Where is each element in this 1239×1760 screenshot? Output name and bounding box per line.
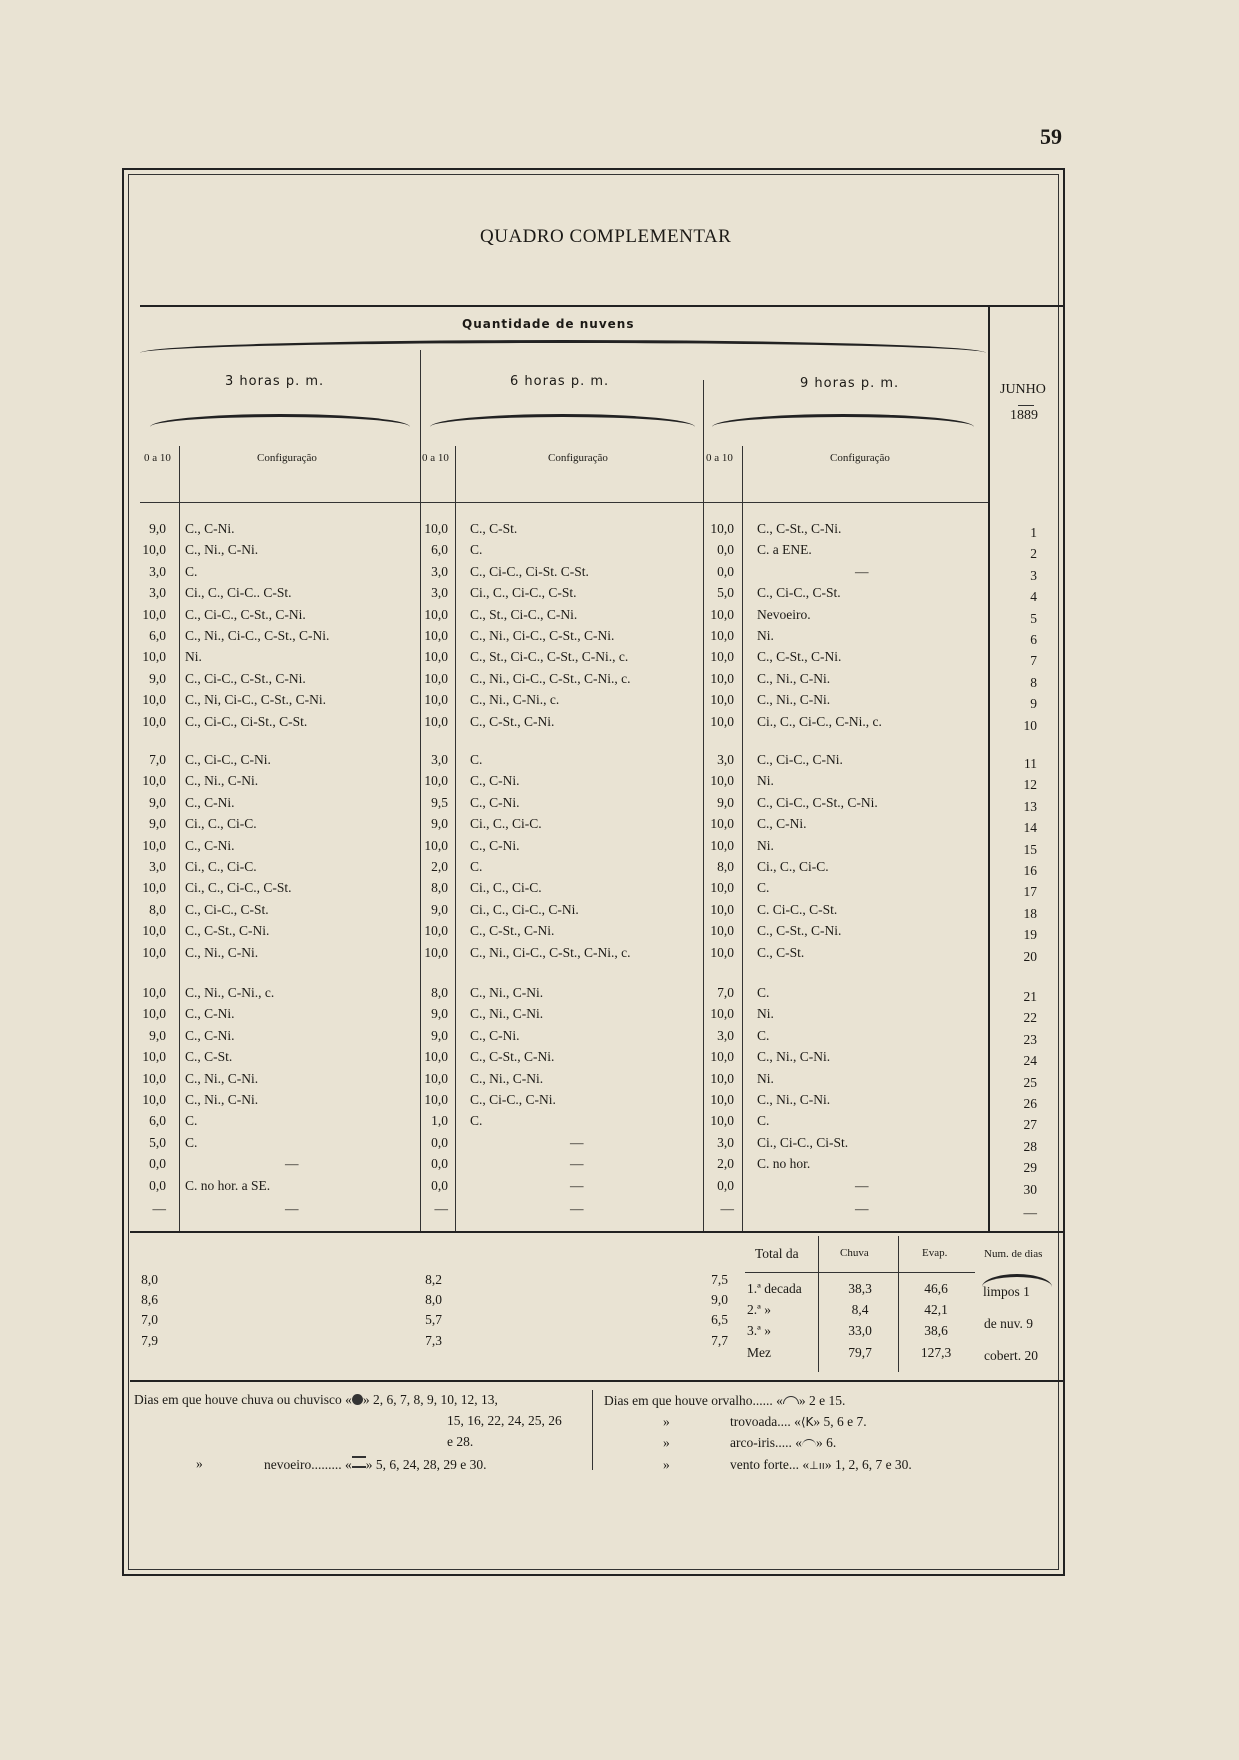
amount-9pm: 0,0 [717,563,734,579]
config-3pm: — [285,1156,299,1172]
config-6pm: C., Ni., Ci-C., C-St., C-Ni. [470,628,615,643]
amount-6pm: 9,0 [431,816,448,832]
day-number: 8 [1030,674,1037,690]
fog-icon [352,1456,366,1468]
config-6pm: Ci., C., Ci-C., C-Ni. [470,901,579,917]
config-9pm: — [855,1201,869,1216]
rain-icon [352,1394,363,1405]
config-3pm: C., Ni., C-Ni. [185,1092,259,1107]
amount-6pm: 10,0 [424,837,448,853]
config-3pm: C. [185,1113,198,1129]
config-3pm: C., C-Ni. [185,521,235,536]
config-6pm: C., Ci-C., Ci-St. C-St. [470,563,589,579]
amount-6pm: 8,0 [431,985,448,1000]
summary-period: Mez [747,1345,771,1360]
footer-vento-mark: » [663,1457,670,1472]
amount-9pm: 10,0 [710,606,734,622]
day-number: 5 [1030,610,1037,626]
year-header: 1889 [1010,408,1038,423]
day-number: 25 [1023,1074,1037,1090]
amount-3pm: 10,0 [142,1006,166,1022]
summary-total-label: Total da [755,1246,799,1261]
day-number: 30 [1023,1181,1037,1197]
amount-6pm: 10,0 [424,606,448,622]
config-6pm: Ci., C., Ci-C. [470,880,542,896]
mean-9pm: 7,5 [711,1272,728,1287]
config-3pm: C., Ci-C., Ci-St., C-St. [185,713,308,729]
amount-3pm: 10,0 [142,692,166,708]
amount-9pm: 10,0 [710,649,734,665]
summary-nuv: de nuv. 9 [984,1316,1033,1331]
config-6pm: C. [470,859,483,874]
config-9pm: C., C-St., C-Ni. [757,521,842,536]
amount-9pm: 10,0 [710,880,734,896]
amount-9pm: 10,0 [710,901,734,917]
amount-9pm: 10,0 [710,692,734,708]
config-9pm: Ni. [757,1006,774,1022]
amount-3pm: 9,0 [149,794,166,810]
day-number: 9 [1030,696,1037,712]
config-9pm: C., Ni., C-Ni. [757,692,831,708]
rain-total: 33,0 [848,1323,872,1338]
config-3pm: C., Ci-C., C-St. [185,901,269,917]
group-header: Quantidade de nuvens [462,317,635,331]
config-6pm: C. [470,542,483,558]
footer-arco-line: arco-iris..... « » 6. [730,1435,837,1450]
amount-9pm: 0,0 [717,542,734,558]
config-3pm: Ni. [185,649,202,665]
config-6pm: C., C-Ni. [470,837,520,853]
amount-9pm: 10,0 [710,923,734,939]
config-6pm: C., C-St., C-Ni. [470,713,555,729]
config-9pm: C. [757,1113,770,1129]
mean-3pm: 7,0 [141,1312,158,1327]
day-col-divider [988,305,990,1231]
footer-vento-line: vento forte... «⊥ıı» 1, 2, 6, 7 e 30. [730,1457,912,1472]
summary-period: 2.ª » [747,1302,771,1317]
config-6pm: C., Ni., Ci-C., C-St., C-Ni., c. [470,670,631,686]
day-number: 28 [1023,1138,1037,1154]
amount-9pm: 10,0 [710,713,734,729]
amount-3pm: 10,0 [142,985,166,1000]
amount-9pm: 10,0 [710,944,734,960]
page-number: 59 [1040,124,1062,149]
day-number: 1 [1030,525,1037,540]
config-9pm: C., Ci-C., C-St. [757,585,841,601]
amount-6pm: 0,0 [431,1156,448,1172]
summary-cobert: cobert. 20 [984,1348,1038,1363]
config-3pm: C., C-Ni. [185,837,235,853]
amount-6pm: 2,0 [431,859,448,874]
amount-3pm: 10,0 [142,1049,166,1065]
config-6pm: C., C-Ni. [470,773,520,789]
evap-total: 38,6 [924,1323,948,1338]
title-rule [140,305,1064,307]
config-3pm: C., Ni., Ci-C., C-St., C-Ni. [185,628,330,643]
day-number: 15 [1023,841,1037,857]
config-3pm: Ci., C., Ci-C.. C-St. [185,585,292,601]
config-9pm: C. [757,880,770,896]
amount-header-3: 0 a 10 [144,452,171,464]
footer-trovoada-line: trovoada.... «⟨K» 5, 6 e 7. [730,1414,867,1429]
day-number: 11 [1024,756,1037,771]
config-6pm: C., C-St. [470,521,518,536]
amount-9pm: 8,0 [717,859,734,874]
day-number: — [1023,1205,1037,1220]
mean-9pm: 6,5 [711,1312,728,1327]
amount-9pm: 5,0 [717,585,734,601]
config-9pm: C. [757,985,770,1000]
footer-chuva-line1: Dias em que houve chuva ou chuvisco « » 2, 6, 7, 8, 9, 10, 12, 13, [134,1392,498,1407]
day-number: 27 [1023,1117,1037,1133]
mean-9pm: 9,0 [711,1292,728,1307]
summary-limpos: limpos 1 [983,1284,1030,1299]
amount-9pm: 3,0 [717,752,734,767]
period-header-3: 3 horas p. m. [225,374,325,389]
amount-3pm: — [152,1201,166,1216]
amount-9pm: 10,0 [710,1049,734,1065]
rain-total: 38,3 [848,1281,872,1296]
amount-6pm: 6,0 [431,542,448,558]
summary-chuva-label: Chuva [840,1247,869,1259]
footer-chuva-line2: 15, 16, 22, 24, 25, 26 [447,1413,562,1428]
day-number: 12 [1023,777,1037,793]
config-6pm: — [570,1134,584,1150]
day-number: 10 [1023,717,1037,733]
config-9pm: C., Ci-C., C-Ni. [757,752,843,767]
amount-3pm: 6,0 [149,628,166,643]
mean-6pm: 8,0 [425,1292,442,1307]
amount-6pm: 10,0 [424,923,448,939]
mean-6pm: 8,2 [425,1272,442,1287]
amount-6pm: 1,0 [431,1113,448,1129]
amount-3pm: 8,0 [149,901,166,917]
summary-numdias-label: Num. de dias [984,1248,1043,1260]
config-6pm: — [570,1156,584,1172]
footer-nevoeiro-line: nevoeiro......... « » 5, 6, 24, 28, 29 e 30. [264,1457,487,1472]
amount-divider-6 [455,446,456,1231]
config-9pm: — [855,563,869,579]
summary-period: 1.ª decada [747,1281,802,1296]
mean-9pm: 7,7 [711,1333,728,1348]
amount-3pm: 3,0 [149,585,166,601]
amount-6pm: 10,0 [424,944,448,960]
mean-6pm: 5,7 [425,1312,442,1327]
amount-3pm: 10,0 [142,944,166,960]
day-number: 20 [1023,948,1037,964]
amount-6pm: 10,0 [424,521,448,536]
amount-3pm: 10,0 [142,880,166,896]
day-number: 22 [1023,1010,1037,1026]
wind-icon: ⊥ıı [809,1459,825,1472]
rain-total: 79,7 [848,1345,872,1360]
config-3pm: C., C-Ni. [185,794,235,810]
summary-col-div-1 [818,1236,819,1372]
amount-9pm: 10,0 [710,773,734,789]
day-number: 23 [1023,1031,1037,1047]
table-title: QUADRO COMPLEMENTAR [480,226,732,247]
rainbow-icon [802,1439,816,1447]
day-number: 7 [1030,653,1037,669]
config-6pm: C., C-St., C-Ni. [470,923,555,939]
config-3pm: C. no hor. a SE. [185,1177,271,1193]
config-9pm: C. [757,1027,770,1043]
amount-3pm: 9,0 [149,816,166,832]
config-9pm: C., C-St., C-Ni. [757,649,842,665]
config-3pm: C., C-Ni. [185,1027,235,1043]
amount-6pm: 3,0 [431,563,448,579]
subhead-rule [140,502,988,503]
amount-9pm: 10,0 [710,837,734,853]
amount-3pm: 10,0 [142,542,166,558]
config-3pm: Ci., C., Ci-C. [185,816,257,832]
evap-total: 46,6 [924,1281,948,1296]
config-9pm: C., Ni., C-Ni. [757,670,831,686]
config-9pm: Ni. [757,1070,774,1086]
amount-3pm: 0,0 [149,1156,166,1172]
amount-6pm: 9,0 [431,1006,448,1022]
config-3pm: C., Ni., C-Ni., c. [185,985,275,1000]
config-3pm: Ci., C., Ci-C. [185,859,257,874]
config-3pm: C., Ci-C., C-St., C-Ni. [185,670,306,686]
amount-6pm: 10,0 [424,670,448,686]
config-6pm: C., St., Ci-C., C-Ni. [470,606,578,622]
config-9pm: C. Ci-C., C-St. [757,901,838,917]
amount-3pm: 10,0 [142,606,166,622]
config-6pm: — [570,1201,584,1216]
day-number: 21 [1023,989,1037,1004]
config-9pm: C., Ci-C., C-St., C-Ni. [757,794,878,810]
config-3pm: C., C-St., C-Ni. [185,923,270,939]
day-number: 2 [1030,546,1037,562]
period-header-6: 6 horas p. m. [510,374,610,389]
amount-3pm: 10,0 [142,713,166,729]
amount-header-6: 0 a 10 [422,452,449,464]
amount-3pm: 3,0 [149,563,166,579]
amount-divider-3 [179,446,180,1231]
amount-9pm: 10,0 [710,521,734,536]
config-3pm: C., Ni., C-Ni. [185,542,259,558]
config-6pm: — [570,1177,584,1193]
amount-9pm: 9,0 [717,794,734,810]
day-number: 18 [1023,905,1037,921]
amount-9pm: 10,0 [710,816,734,832]
amount-9pm: 3,0 [717,1134,734,1150]
amount-6pm: 10,0 [424,1070,448,1086]
day-number: 24 [1023,1053,1037,1069]
evap-total: 42,1 [924,1302,948,1317]
config-header-6: Configuração [548,452,608,464]
config-9pm: C., C-St. [757,944,805,960]
thunder-icon: ⟨K [800,1415,814,1429]
summary-rule [130,1231,1064,1233]
amount-6pm: 10,0 [424,1049,448,1065]
amount-3pm: 9,0 [149,1027,166,1043]
day-number: 14 [1023,820,1037,836]
day-number: 6 [1030,632,1037,647]
amount-9pm: 10,0 [710,1113,734,1129]
config-9pm: C., Ni., C-Ni. [757,1049,831,1065]
day-number: 17 [1023,884,1037,900]
footer-divider [592,1390,593,1470]
config-3pm: C., Ni., C-Ni. [185,1070,259,1086]
config-9pm: Ni. [757,628,774,643]
amount-header-9: 0 a 10 [706,452,733,464]
config-3pm: C. [185,1134,198,1150]
mean-3pm: 8,6 [141,1292,158,1307]
config-6pm: Ci., C., Ci-C., C-St. [470,585,577,601]
amount-6pm: 0,0 [431,1134,448,1150]
amount-6pm: 10,0 [424,649,448,665]
config-3pm: — [285,1201,299,1216]
summary-col-div-2 [898,1236,899,1372]
amount-6pm: 10,0 [424,773,448,789]
config-9pm: C., C-St., C-Ni. [757,923,842,939]
config-6pm: Ci., C., Ci-C. [470,816,542,832]
config-6pm: C., Ni., Ci-C., C-St., C-Ni., c. [470,944,631,960]
footer-orvalho-line: Dias em que houve orvalho...... « » 2 e 15. [604,1393,846,1408]
month-header: JUNHO [1000,382,1046,397]
amount-6pm: 10,0 [424,1092,448,1107]
amount-6pm: 9,0 [431,1027,448,1043]
config-9pm: C. a ENE. [757,542,812,558]
amount-6pm: 3,0 [431,585,448,601]
config-9pm: Ci., C., Ci-C. [757,859,829,874]
day-number: 4 [1030,589,1037,605]
config-3pm: C., C-St. [185,1049,233,1065]
amount-6pm: 0,0 [431,1177,448,1193]
amount-3pm: 9,0 [149,670,166,686]
amount-9pm: 7,0 [717,985,734,1000]
summary-evap-label: Evap. [922,1247,948,1259]
mean-6pm: 7,3 [425,1333,442,1348]
amount-9pm: 10,0 [710,628,734,643]
config-9pm: C. no hor. [757,1156,811,1172]
amount-3pm: 5,0 [149,1134,166,1150]
config-9pm: Nevoeiro. [757,606,811,622]
config-9pm: Ci., Ci-C., Ci-St. [757,1134,849,1150]
config-9pm: — [855,1177,869,1193]
amount-divider-9 [742,446,743,1231]
day-number: 29 [1023,1160,1037,1176]
config-9pm: C., C-Ni. [757,816,807,832]
day-number: 26 [1023,1096,1037,1111]
amount-6pm: 9,5 [431,794,448,810]
amount-9pm: 10,0 [710,1070,734,1086]
day-number: 3 [1030,567,1037,583]
config-6pm: C., Ni., C-Ni. [470,1006,544,1022]
amount-6pm: — [434,1201,448,1216]
config-3pm: C. [185,563,198,579]
footer-rule [130,1380,1064,1382]
month-header-dash [1018,405,1034,406]
config-6pm: C. [470,752,483,767]
config-6pm: C. [470,1113,483,1129]
mean-3pm: 7,9 [141,1333,158,1348]
day-number: 13 [1023,798,1037,814]
footer-arco-mark: » [663,1435,670,1450]
summary-header-rule [745,1272,975,1273]
amount-9pm: 2,0 [717,1156,734,1172]
amount-3pm: 9,0 [149,521,166,536]
amount-3pm: 10,0 [142,837,166,853]
config-header-9: Configuração [830,452,890,464]
config-9pm: C., Ni., C-Ni. [757,1092,831,1107]
config-header-3: Configuração [257,452,317,464]
config-3pm: C., Ni., C-Ni. [185,944,259,960]
amount-9pm: 0,0 [717,1177,734,1193]
amount-9pm: 10,0 [710,1006,734,1022]
footer-chuva-line3: e 28. [447,1434,474,1449]
config-3pm: C., C-Ni. [185,1006,235,1022]
config-6pm: C., Ni., C-Ni. [470,1070,544,1086]
config-6pm: C., Ni., C-Ni. [470,985,544,1000]
amount-3pm: 10,0 [142,1092,166,1107]
amount-6pm: 9,0 [431,901,448,917]
amount-6pm: 8,0 [431,880,448,896]
dew-icon [783,1396,799,1404]
mean-3pm: 8,0 [141,1272,158,1287]
config-6pm: C., C-St., C-Ni. [470,1049,555,1065]
config-6pm: C., St., Ci-C., C-St., C-Ni., c. [470,649,629,665]
amount-3pm: 10,0 [142,1070,166,1086]
amount-3pm: 10,0 [142,649,166,665]
config-3pm: C., Ni., C-Ni. [185,773,259,789]
amount-6pm: 10,0 [424,713,448,729]
config-6pm: C., C-Ni. [470,794,520,810]
amount-3pm: 10,0 [142,773,166,789]
summary-period: 3.ª » [747,1323,771,1338]
config-3pm: C., Ni, Ci-C., C-St., C-Ni. [185,692,327,708]
config-3pm: Ci., C., Ci-C., C-St. [185,880,292,896]
config-6pm: C., Ci-C., C-Ni. [470,1092,556,1107]
day-number: 19 [1023,927,1037,943]
evap-total: 127,3 [920,1345,952,1360]
config-3pm: C., Ci-C., C-Ni. [185,752,271,767]
amount-3pm: 3,0 [149,859,166,874]
amount-6pm: 3,0 [431,752,448,767]
amount-9pm: 10,0 [710,670,734,686]
rain-total: 8,4 [851,1302,869,1317]
amount-9pm: 3,0 [717,1027,734,1043]
config-9pm: Ci., C., Ci-C., C-Ni., c. [757,713,882,729]
config-9pm: Ni. [757,773,774,789]
config-6pm: C., Ni., C-Ni., c. [470,692,560,708]
footer-nevoeiro-mark: » [196,1456,203,1471]
amount-9pm: 10,0 [710,1092,734,1107]
amount-3pm: 7,0 [149,752,166,767]
footer-trovoada-mark: » [663,1414,670,1429]
amount-3pm: 6,0 [149,1113,166,1129]
config-3pm: C., Ci-C., C-St., C-Ni. [185,606,306,622]
amount-9pm: — [720,1201,734,1216]
config-6pm: C., C-Ni. [470,1027,520,1043]
amount-6pm: 10,0 [424,692,448,708]
amount-3pm: 0,0 [149,1177,166,1193]
amount-3pm: 10,0 [142,923,166,939]
config-9pm: Ni. [757,837,774,853]
amount-6pm: 10,0 [424,628,448,643]
period-header-9: 9 horas p. m. [800,376,900,391]
day-number: 16 [1023,863,1037,878]
